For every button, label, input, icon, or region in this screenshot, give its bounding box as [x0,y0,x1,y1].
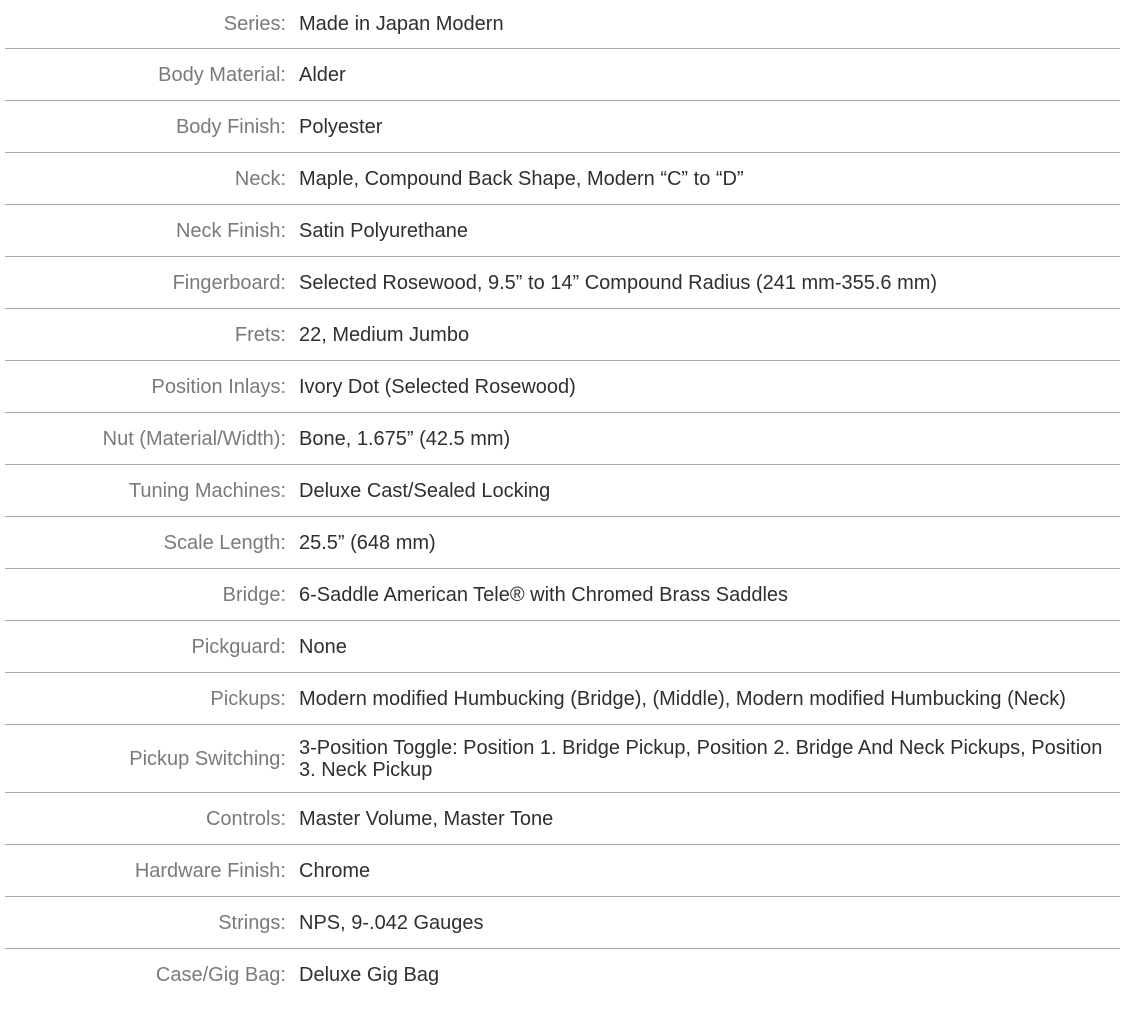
spec-value: NPS, 9-.042 Gauges [299,911,484,934]
spec-value: 22, Medium Jumbo [299,323,470,346]
spec-table [5,0,1120,1001]
spec-value: Maple, Compound Back Shape, Modern “C” to “D” [299,167,744,190]
spec-value: Satin Polyurethane [299,219,469,242]
spec-label: Body Material: [158,63,286,86]
spec-label: Pickups: [210,687,286,710]
spec-row-fingerboard [5,257,1120,309]
spec-label: Bridge: [222,583,286,606]
spec-value: Selected Rosewood, 9.5” to 14” Compound Radius (241 mm-355.6 mm) [299,271,938,294]
spec-row-bridge [5,569,1120,621]
spec-label: Neck Finish: [175,219,286,242]
spec-row-body-finish [5,101,1120,153]
spec-value: Made in Japan Modern [299,13,504,35]
spec-value: Alder [299,63,346,86]
spec-label: Frets: [234,323,286,346]
spec-label: Pickguard: [191,635,286,658]
spec-label: Body Finish: [175,115,286,138]
spec-row-series [5,0,1120,49]
spec-value: Bone, 1.675” (42.5 mm) [299,427,511,450]
spec-value: Polyester [299,115,383,138]
spec-label: Pickup Switching: [129,747,286,770]
spec-row-nut [5,413,1120,465]
spec-row-strings [5,897,1120,949]
spec-row-hardware-finish [5,845,1120,897]
spec-label: Tuning Machines: [128,479,286,502]
spec-value: Master Volume, Master Tone [299,807,554,830]
spec-value: 25.5” (648 mm) [299,531,436,554]
spec-row-frets [5,309,1120,361]
spec-value: 3-Position Toggle: Position 1. Bridge Pickup, Position 2. Bridge And Neck Pickups, Position 3. Neck Pickup [299,736,1103,781]
spec-row-tuning-machines [5,465,1120,517]
spec-value: Deluxe Cast/Sealed Locking [299,479,551,502]
spec-label: Controls: [205,807,286,830]
spec-row-neck-finish [5,205,1120,257]
spec-label: Strings: [218,911,286,934]
spec-label: Fingerboard: [172,271,286,294]
spec-label: Case/Gig Bag: [155,964,286,986]
spec-row-neck [5,153,1120,205]
spec-row-pickup-switching [5,725,1120,793]
spec-value: 6-Saddle American Tele® with Chromed Brass Saddles [299,583,789,606]
spec-label: Series: [223,13,286,35]
spec-label: Hardware Finish: [134,859,286,882]
spec-value: Ivory Dot (Selected Rosewood) [299,375,576,398]
spec-row-case-gig-bag [5,949,1120,1001]
spec-row-body-material [5,49,1120,101]
spec-value: Chrome [299,859,371,882]
spec-label: Scale Length: [163,531,286,554]
spec-label: Position Inlays: [151,375,286,398]
spec-row-controls [5,793,1120,845]
spec-row-pickups [5,673,1120,725]
spec-row-scale-length [5,517,1120,569]
spec-label: Nut (Material/Width): [102,427,286,450]
spec-row-position-inlays [5,361,1120,413]
spec-value: Deluxe Gig Bag [299,964,440,986]
spec-row-pickguard [5,621,1120,673]
spec-value: None [299,635,347,658]
spec-label: Neck: [234,167,286,190]
spec-value: Modern modified Humbucking (Bridge), (Middle), Modern modified Humbucking (Neck) [299,687,1066,710]
